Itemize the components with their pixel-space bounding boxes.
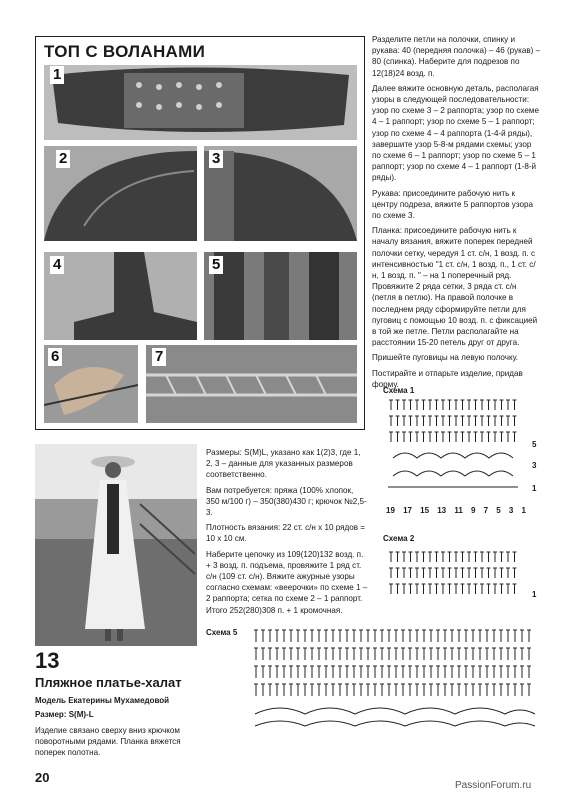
photo-label-1: 1	[50, 66, 64, 84]
photo-label-2: 2	[56, 150, 70, 168]
scheme1-num: 3	[508, 506, 514, 515]
scheme5-stitches	[254, 630, 531, 696]
scheme1-row-numbers	[386, 506, 526, 515]
pattern-13-paragraph-3: Плотность вязания: 22 ст. с/н х 10 рядов = 10 х 10 см.	[206, 523, 365, 544]
pattern-size: Размер: S(M)-L	[35, 710, 94, 719]
top-paragraph-3: Рукава: присоедините рабочую нить к центру подреза, вяжите 5 раппортов узора по схеме 3.	[372, 188, 533, 221]
scheme2-diagram	[383, 548, 533, 604]
photo-5	[204, 252, 357, 340]
scheme1-side-1: 1	[532, 484, 537, 493]
scheme2-stitches	[389, 552, 517, 594]
scheme1-label: Схема 1	[383, 386, 415, 395]
top-instructions	[372, 34, 542, 394]
scheme1-num: 17	[403, 506, 412, 515]
scheme1-stitches	[389, 400, 517, 442]
pattern-model: Модель Екатерины Мухамедовой	[35, 696, 170, 705]
dress-photo-image	[35, 444, 197, 646]
pattern-number: 13	[35, 648, 60, 673]
photo-7	[146, 345, 357, 423]
scheme1-num: 13	[437, 506, 447, 515]
photo-1-image	[44, 65, 357, 140]
photo-label-4: 4	[50, 256, 64, 274]
photo-label-5: 5	[209, 256, 223, 274]
scheme1-num: 9	[470, 506, 476, 515]
pattern-13-paragraph-2: Вам потребуется: пряжа (100% хлопок, 350 м/100 г) – 350(380)430 г; крючок №2,5-3.	[206, 485, 367, 518]
watermark: PassionForum.ru	[455, 780, 532, 791]
photo-3-image	[204, 146, 357, 241]
pattern-13-details	[206, 447, 368, 620]
photo-7-image	[146, 345, 357, 423]
photo-label-7: 7	[152, 348, 166, 366]
dress-photo	[35, 444, 197, 646]
scheme1-num: 5	[496, 506, 501, 515]
scheme1-side-5: 5	[532, 440, 537, 449]
top-paragraph-1: Разделите петли на полочки, спинку и рукава: 40 (передняя полочка) – 46 (рукав) – 80 (спинка). Наберите для подрезов по 12(18)24 возд. п.	[372, 35, 541, 78]
pattern-name: Пляжное платье-халат	[35, 675, 182, 690]
photo-label-3: 3	[209, 150, 223, 168]
scheme1-diagram	[383, 396, 533, 496]
scheme2-label: Схема 2	[383, 534, 415, 543]
photo-3	[204, 146, 357, 241]
top-paragraph-5: Пришейте пуговицы на левую полочку.	[372, 353, 519, 363]
scheme1-num: 19	[386, 506, 395, 515]
section-title: ТОП С ВОЛАНАМИ	[44, 42, 206, 61]
scheme5-label: Схема 5	[206, 628, 238, 637]
photo-4	[44, 252, 197, 340]
scheme1-side-3: 3	[532, 461, 537, 470]
top-paragraph-2: Далее вяжите основную деталь, располагая узоры в следующей последовательности: узор по схеме 3 – 2 раппорта; узор по схеме 4 – 1 раппорт; узор по схеме 5 – 1 раппорт; узор по схеме 4 – 4 раппорта (1-4-й ряды), завершите узор 5-8-м рядами схемы; узор по схеме 6 – 1 раппорт; узор по схеме 5 – 1 раппорт; узор по схеме 4 – 1 раппорт (1-8-й ряды).	[372, 83, 539, 183]
scheme1-num: 7	[483, 506, 489, 515]
scheme2-side-1: 1	[532, 590, 537, 599]
top-paragraph-6: Постирайте и отпарьте изделие, придав форму.	[372, 368, 523, 389]
scheme5-diagram	[250, 626, 545, 766]
top-paragraph-4: Планка: присоедините рабочую нить к началу вязания, вяжите поперек передней полочки сетку, чередуя 1 ст. с/н, 1 возд. п. с интенсивностью "1 ст. с/н, 1 возд. п., 1 ст. с/н, 1 возд. п. " – на 1 поперечный ряд. Провяжите 2 ряда сетки, 3 ряда ст. с/н (петля в петлю). На правой полочке в последнем ряду сформируйте петли для пуговиц с помощью 10 возд. п. с фиксацией в той же петле. Петли располагайте на расстоянии 15-20 петель друг от друга.	[372, 226, 538, 348]
photo-5-image	[204, 252, 357, 340]
photo-1	[44, 65, 357, 140]
page-number: 20	[35, 770, 50, 785]
photo-4-image	[44, 252, 197, 340]
pattern-intro: Изделие связано сверху вниз крючком поворотными рядами. Планка вяжется поперек полотна.	[35, 726, 181, 758]
pattern-13-paragraph-1: Размеры: S(M)L, указано как 1(2)3, где 1, 2, 3 – данные для указанных размеров соответственно.	[206, 448, 361, 480]
scheme1-num: 15	[420, 506, 430, 515]
scheme1-num: 11	[454, 506, 463, 515]
scheme1-num: 1	[521, 506, 526, 515]
pattern-13-paragraph-4: Наберите цепочку из 109(120)132 возд. п. + 3 возд. п. подъема, провяжите 1 ряд ст. с/н (109 ст. с/н). Вяжите ажурные узоры согласно схемам: «веерочки» по схеме 1 – 2 раппорта; сетка по схеме 2 – 1 раппорт. Итого 252(280)308 п. + 1 кромочная.	[206, 549, 368, 615]
photo-label-6: 6	[48, 348, 62, 366]
